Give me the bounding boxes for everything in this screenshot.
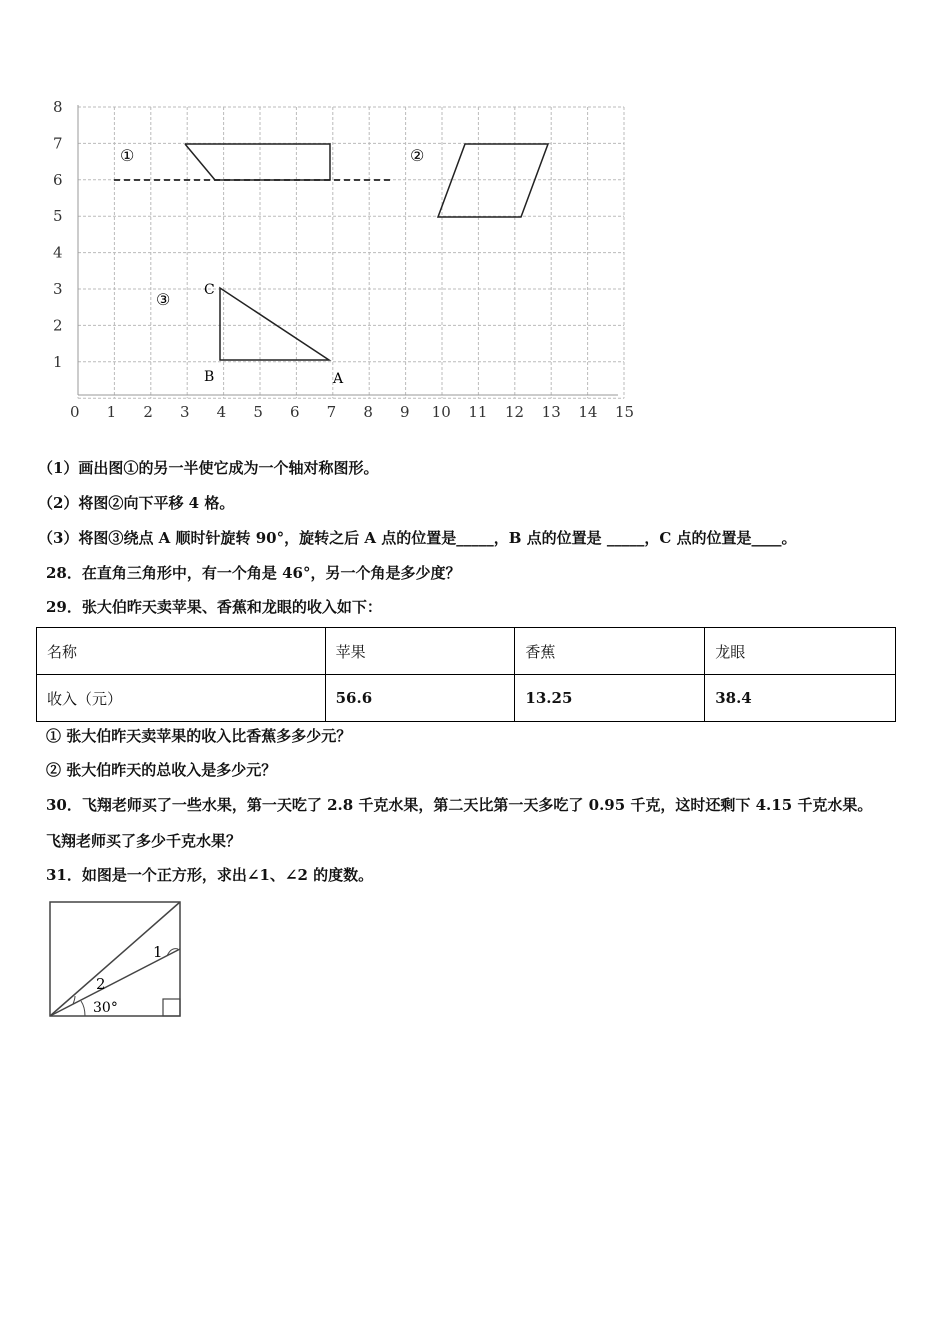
q31-text: 31．如图是一个正方形，求出∠1、∠2 的度数。: [46, 866, 374, 884]
row-label-income: 收入（元）: [37, 675, 326, 722]
angle-1-label: 1: [153, 943, 163, 961]
x-tick-label: 7: [326, 403, 337, 421]
q29-sub1: ① 张大伯昨天卖苹果的收入比香蕉多多少元？: [46, 727, 352, 745]
x-tick-label: 11: [468, 403, 488, 421]
x-tick-label: 5: [253, 403, 263, 421]
point-c-label: C: [204, 282, 215, 298]
shape-2-label: ②: [410, 146, 425, 165]
q28-text: 28．在直角三角形中，有一个角是 46°，另一个角是多少度？: [46, 564, 461, 582]
table-row: [37, 675, 896, 722]
shape-3-triangle: [220, 288, 329, 360]
y-tick-label: 8: [53, 98, 63, 116]
header-banana: 香蕉: [515, 628, 705, 675]
y-tick-label: 5: [53, 207, 63, 226]
q30-line2: 飞翔老师买了多少千克水果？: [46, 832, 242, 850]
angle-2-label: 2: [96, 975, 106, 993]
y-tick-label: 3: [53, 280, 63, 298]
angle-30-arc: [81, 1001, 85, 1016]
q27-part1: （1）画出图①的另一半使它成为一个轴对称图形。: [38, 459, 379, 477]
q29-text: 29．张大伯昨天卖苹果、香蕉和龙眼的收入如下：: [46, 598, 382, 616]
y-tick-label: 1: [53, 352, 63, 371]
shape-1-half: [185, 144, 330, 180]
shape-2-parallelogram: [438, 144, 548, 217]
y-axis-labels: [53, 98, 63, 371]
x-tick-label: 6: [290, 403, 300, 421]
y-tick-label: 2: [53, 316, 63, 335]
income-longan: 38.4: [705, 675, 896, 722]
x-tick-label: 3: [180, 403, 190, 421]
x-tick-label: 9: [400, 403, 410, 421]
table-header-row: [37, 628, 896, 675]
header-apple: 苹果: [325, 628, 515, 675]
point-a-label: A: [333, 371, 344, 387]
header-name: 名称: [37, 628, 326, 675]
q30-line1: 30．飞翔老师买了一些水果，第一天吃了 2.8 千克水果，第二天比第一天多吃了 0.95 千克，这时还剩下 4.15 千克水果。: [46, 796, 873, 814]
x-tick-label: 10: [431, 403, 451, 421]
shape-3-label: ③: [156, 290, 171, 309]
right-angle-mark: [163, 999, 180, 1016]
q27-part3: （3）将图③绕点 A 顺时针旋转 90°，旋转之后 A 点的位置是_____，B 点的位置是 _____，C 点的位置是____。: [38, 529, 797, 547]
x-tick-label: 4: [216, 403, 227, 421]
x-tick-label: 2: [143, 403, 153, 421]
income-table: [36, 627, 896, 722]
x-tick-label: 15: [615, 403, 635, 421]
y-tick-label: 6: [53, 170, 63, 189]
y-tick-label: 7: [53, 134, 63, 153]
header-longan: 龙眼: [705, 628, 896, 675]
q27-part2: （2）将图②向下平移 4 格。: [38, 494, 235, 512]
square-angle-figure: [45, 897, 190, 1022]
grid-lines: [78, 107, 624, 398]
x-tick-label: 1: [106, 403, 117, 421]
angle-30-label: 30°: [93, 1000, 118, 1016]
q29-sub2: ② 张大伯昨天的总收入是多少元？: [46, 761, 277, 779]
axis-lines: [78, 105, 618, 395]
point-b-label: B: [204, 369, 215, 385]
x-axis-labels: [70, 403, 634, 421]
income-banana: 13.25: [515, 675, 705, 722]
y-tick-label: 4: [53, 243, 63, 262]
income-apple: 56.6: [325, 675, 515, 722]
x-tick-label: 12: [505, 403, 525, 421]
x-tick-label: 14: [578, 403, 598, 421]
x-tick-label: 13: [541, 403, 561, 421]
coordinate-grid-figure: [40, 95, 640, 425]
x-tick-label: 0: [70, 403, 80, 421]
shape-1-label: ①: [120, 146, 135, 165]
x-tick-label: 8: [363, 403, 373, 421]
